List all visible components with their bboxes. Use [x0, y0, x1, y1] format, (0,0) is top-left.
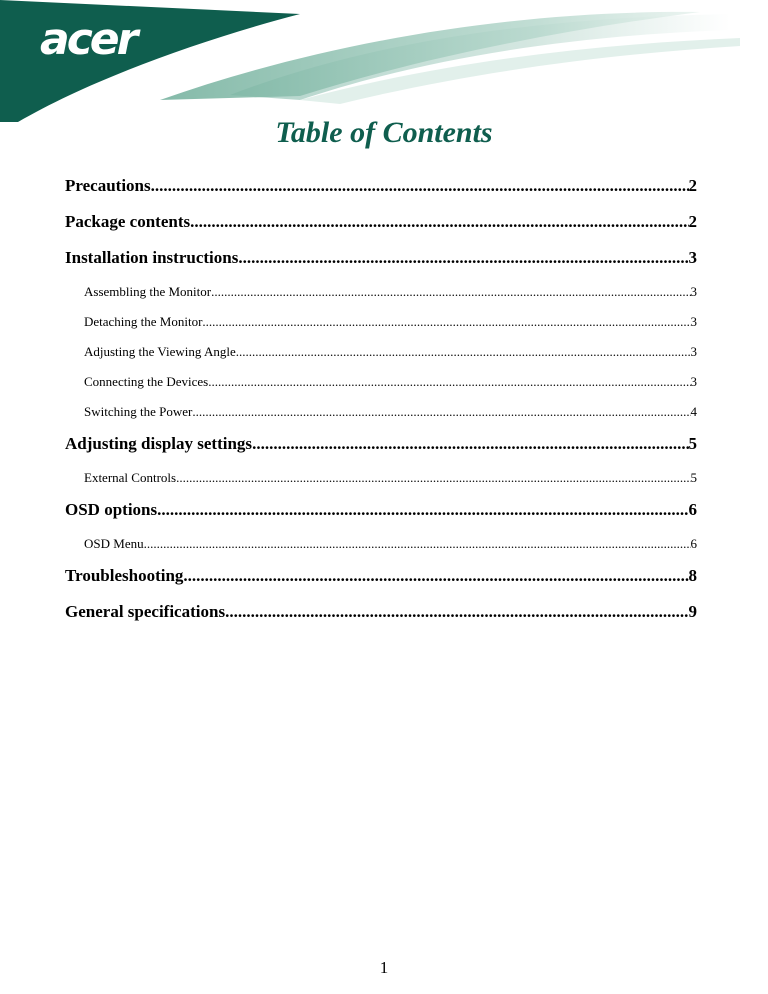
toc-entry-label: Adjusting the Viewing Angle	[84, 344, 236, 359]
toc-entry-label: Assembling the Monitor	[84, 284, 212, 299]
header-banner	[0, 0, 768, 130]
toc-entry-page-number: 6	[688, 500, 697, 519]
toc-leader-dots	[236, 344, 691, 360]
toc-entry-section[interactable]	[65, 248, 697, 284]
toc-entry-label: Adjusting display settings	[65, 434, 253, 453]
toc-entry-page-number: 2	[688, 212, 697, 231]
toc-leader-dots	[151, 176, 689, 196]
toc-entry-page-number: 3	[690, 374, 697, 389]
toc-entry-label: OSD options	[65, 500, 158, 519]
acer-logo: acer	[40, 14, 136, 65]
toc-entry-label: External Controls	[84, 470, 177, 485]
toc-entry-page-number: 2	[688, 176, 697, 195]
table-of-contents	[65, 176, 697, 638]
toc-entry-section[interactable]	[65, 434, 697, 470]
toc-entry-page-number: 3	[688, 248, 697, 267]
toc-entry-section[interactable]	[65, 500, 697, 536]
toc-entry-section[interactable]	[65, 176, 697, 212]
toc-entry-subsection[interactable]	[65, 344, 697, 374]
toc-entry-page-number: 3	[690, 314, 697, 329]
toc-entry-subsection[interactable]	[65, 470, 697, 500]
toc-entry-section[interactable]	[65, 566, 697, 602]
toc-leader-dots	[202, 314, 690, 330]
toc-entry-page-number: 3	[690, 284, 697, 299]
toc-entry-page-number: 3	[690, 344, 697, 359]
toc-leader-dots	[238, 248, 688, 268]
toc-entry-page-number: 9	[688, 602, 697, 621]
toc-leader-dots	[190, 212, 688, 232]
toc-leader-dots	[225, 602, 688, 622]
toc-entry-label: Installation instructions	[65, 248, 239, 267]
toc-entry-page-number: 6	[690, 536, 697, 551]
toc-entry-section[interactable]	[65, 602, 697, 638]
toc-leader-dots	[183, 566, 688, 586]
toc-entry-subsection[interactable]	[65, 536, 697, 566]
toc-entry-label: Precautions	[65, 176, 151, 195]
toc-entry-subsection[interactable]	[65, 404, 697, 434]
toc-entry-label: Connecting the Devices	[84, 374, 209, 389]
toc-leader-dots	[211, 284, 690, 300]
toc-entry-page-number: 5	[690, 470, 697, 485]
toc-leader-dots	[144, 536, 691, 552]
toc-entry-subsection[interactable]	[65, 374, 697, 404]
toc-entry-label: Troubleshooting	[65, 566, 184, 585]
toc-entry-label: General specifications	[65, 602, 226, 621]
toc-entry-page-number: 8	[688, 566, 697, 585]
toc-entry-page-number: 5	[688, 434, 697, 453]
toc-entry-label: Switching the Power	[84, 404, 193, 419]
toc-entry-label: Detaching the Monitor	[84, 314, 203, 329]
toc-entry-label: OSD Menu	[84, 536, 144, 551]
toc-leader-dots	[192, 404, 690, 420]
toc-entry-page-number: 4	[690, 404, 697, 419]
page-number: 1	[379, 958, 389, 977]
page-title: Table of Contents	[275, 116, 493, 149]
toc-entry-section[interactable]	[65, 212, 697, 248]
toc-entry-subsection[interactable]	[65, 284, 697, 314]
toc-leader-dots	[157, 500, 688, 520]
toc-leader-dots	[252, 434, 688, 454]
toc-leader-dots	[176, 470, 690, 486]
toc-leader-dots	[208, 374, 690, 390]
toc-entry-subsection[interactable]	[65, 314, 697, 344]
toc-entry-label: Package contents	[65, 212, 191, 231]
